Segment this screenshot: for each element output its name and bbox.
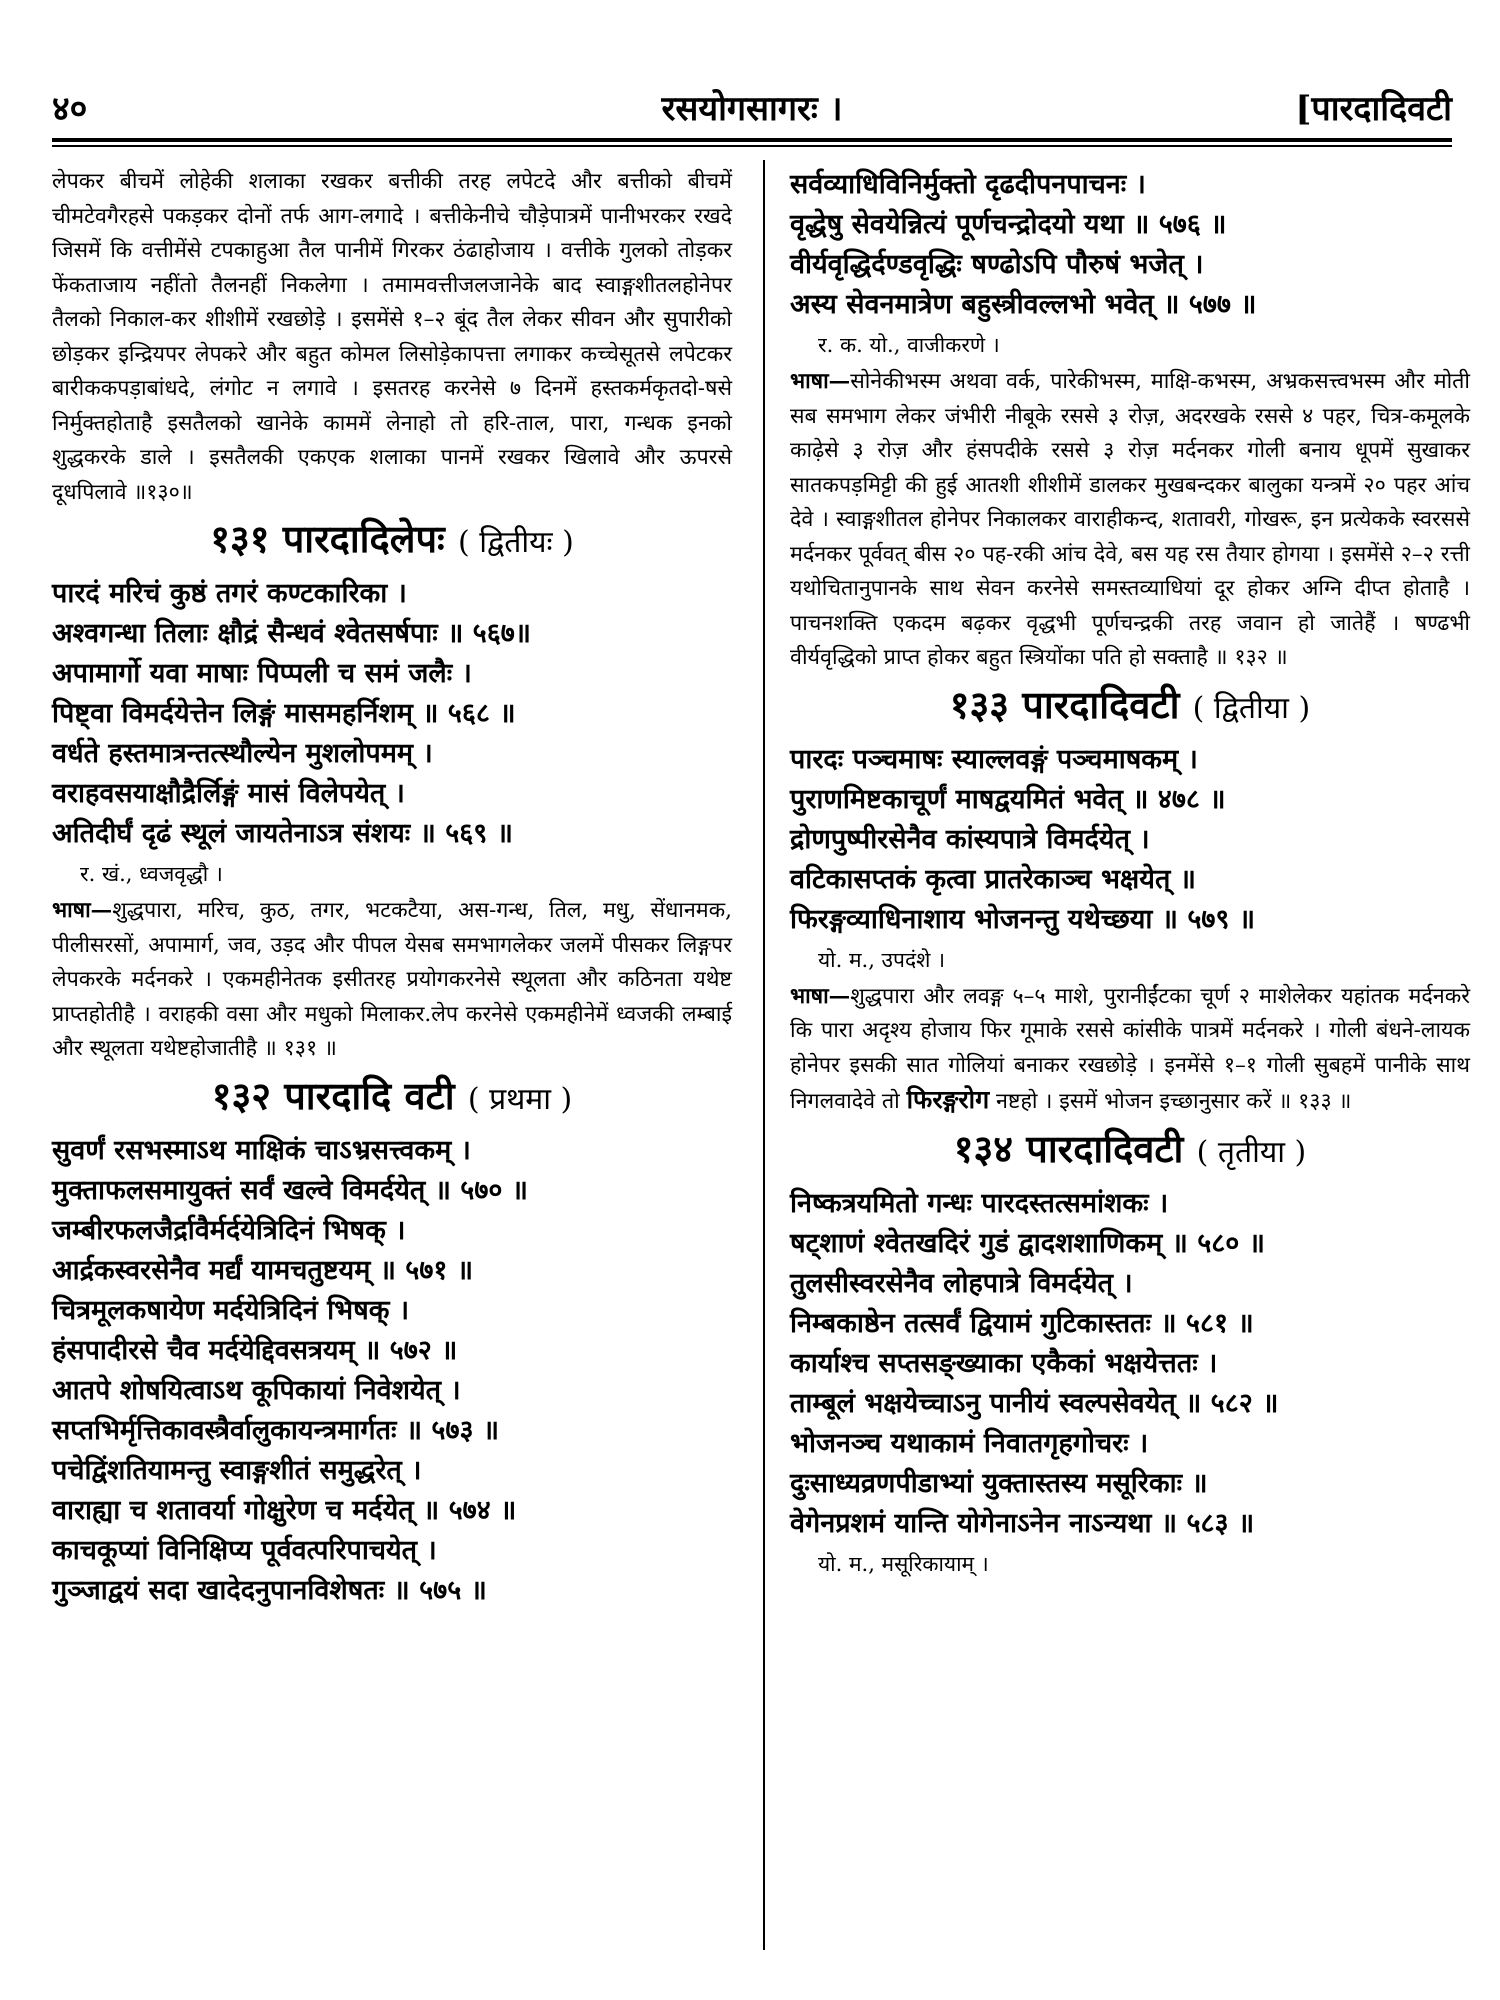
verse-line: काचकूप्यां विनिक्षिप्य पूर्ववत्परिपाचयेत् । (52, 1534, 437, 1566)
verse-line: वृद्धेषु सेवयेन्नित्यं पूर्णचन्द्रोदयो यथा ॥ ५७६ ॥ (790, 209, 1227, 240)
verse-line: षट्शाणं श्वेतखदिरं गुडं द्वादशशाणिकम् ॥ ५८० ॥ (790, 1227, 1265, 1259)
right-column (790, 165, 1470, 1584)
verse-line: अपामार्गो यवा माषाः पिप्पली च समं जलैः । (52, 658, 472, 689)
verse-line: तुलसीस्वरसेनैव लोहपात्रे विमर्दयेत् । (790, 1267, 1133, 1299)
verse-line: पारदं मरिचं कुष्ठं तगरं कण्टकारिका । (52, 578, 407, 609)
source-reference: यो. म., उपदंशे । (818, 947, 946, 972)
heading-title: १३४ पारदादिवटी (953, 1125, 1184, 1171)
page-header (52, 84, 1452, 134)
verse-block-132 (52, 1131, 732, 1611)
bhasha-paragraph-133 (790, 980, 1470, 1120)
bhasha-label: भाषा— (790, 369, 851, 394)
verse-line: वटिकासप्तकं कृत्वा प्रातरेकाञ्च भक्षयेत् ॥ (790, 863, 1196, 895)
heading-subtitle: ( द्वितीयः ) (457, 525, 574, 560)
source-reference: र. क. यो., वाजीकरणे । (818, 333, 1000, 357)
section-heading-133 (790, 680, 1470, 734)
bhasha-label: भाषा— (790, 983, 851, 1009)
verse-line: जम्बीरफलजैर्द्रावैर्मर्दयेत्रिदिनं भिषक् । (52, 1214, 406, 1246)
verse-line: पिष्ट्वा विमर्दयेत्तेन लिङ्गं मासमहर्निशम् ॥ ५६८ ॥ (52, 698, 516, 729)
verse-line: वर्धते हस्तमात्रन्तत्स्थौल्येन मुशलोपमम् । (52, 738, 433, 769)
heading-title: १३३ पारदादिवटी (949, 681, 1180, 727)
verse-line: अश्वगन्धा तिलाः क्षौद्रं सैन्धवं श्वेतसर्षपाः ॥ ५६७॥ (52, 618, 531, 649)
heading-title: १३१ पारदादिलेपः (210, 516, 445, 561)
verse-block-131 (52, 574, 732, 854)
verse-line: आतपे शोषयित्वाऽथ कूपिकायां निवेशयेत् । (52, 1374, 461, 1406)
verse-line: मुक्ताफलसमायुक्तं सर्वं खल्वे विमर्दयेत् ॥ ५७० ॥ (52, 1174, 528, 1206)
heading-subtitle: ( द्वितीया ) (1192, 690, 1311, 726)
column-divider (763, 160, 765, 1950)
verse-line: सर्वव्याधिविनिर्मुक्तो दृढदीपनपाचनः । (790, 169, 1146, 200)
verse-line: पारदः पञ्चमाषः स्याल्लवङ्गं पञ्चमाषकम् । (790, 743, 1198, 775)
verse-block-133 (790, 740, 1470, 940)
bhasha-text: शुद्धपारा, मरिच, कुठ, तगर, भटकटैया, अस-गन्ध, तिल, मधु, सेंधानमक, पीलीसरसों, अपामार्ग, जव, उड़द और पीपल येसब समभागलेकर जलमें पीसकर लिङ्गपर लेपकरके मर्दनकरे । एकमहीनेतक इसीतरह प्रयोगकरनेसे स्थूलता और कठिनता यथेष्ट प्राप्तहोतीहै । वराहकी वसा और मधुको मिलाकर.लेप करनेसे एकमहीनेमें ध्वजकी लम्बाई और स्थूलता यथेष्टहोजातीहै ॥ १३१ ॥ (52, 898, 732, 1061)
verse-line: चित्रमूलकषायेण मर्दयेत्रिदिनं भिषक् । (52, 1294, 410, 1326)
heading-title: १३२ पारदादि वटी (211, 1072, 455, 1118)
verse-line: दुःसाध्यव्रणपीडाभ्यां युक्तास्तस्य मसूरिकाः ॥ (790, 1467, 1208, 1499)
section-heading-131 (52, 514, 732, 568)
verse-block-134 (790, 1184, 1470, 1544)
verse-line: अस्य सेवनमात्रेण बहुस्त्रीवल्लभो भवेत् ॥ ५७७ ॥ (790, 289, 1257, 320)
left-column (52, 165, 732, 1611)
heading-subtitle: ( तृतीया ) (1196, 1134, 1307, 1170)
bhasha-label: भाषा— (52, 898, 113, 923)
bhasha-text: सोनेकीभस्म अथवा वर्क, पारेकीभस्म, माक्षि-कभस्म, अभ्रकसत्त्वभस्म और मोती सब समभाग लेकर जंभीरी नीबूके रससे ३ रोज़, अदरखके रससे ४ पहर, चित्र-कमूलके काढ़ेसे ३ रोज़ और हंसपदीके रससे ३ रोज़ मर्दनकर गोली बनाय धूपमें सुखाकर सातकपड़मिट्टी की हुई आतशी शीशीमें डालकर मुखबन्दकर बालुका यन्त्रमें २० पहर आंच देवे । स्वाङ्गशीतल होनेपर निकालकर वाराहीकन्द, शतावरी, गोखरू, इन प्रत्येकके स्वरससे मर्दनकर पूर्ववत् बीस २० पह-रकी आंच देवे, बस यह रस तैयार होगया । इसमेंसे २–२ रत्ती यथोचितानुपानके साथ सेवन करनेसे समस्तव्याधियां दूर होकर अग्नि दीप्त होताहै । पाचनशक्ति एकदम बढ़कर वृद्धभी पूर्णचन्द्रकी तरह जवान हो जातेहैं । षण्ढभी वीर्यवृद्धिको प्राप्त होकर बहुत स्त्रियोंका पति हो सक्ताहै ॥ १३२ ॥ (790, 369, 1470, 670)
bhasha-paragraph-132 (790, 365, 1470, 676)
verse-line: अतिदीर्घं दृढं स्थूलं जायतेनाऽत्र संशयः ॥ ५६९ ॥ (52, 818, 513, 849)
verse-line: पुराणमिष्टकाचूर्णं माषद्वयमितं भवेत् ॥ ४७८ ॥ (790, 783, 1226, 815)
verse-line: फिरङ्गव्याधिनाशाय भोजनन्तु यथेच्छया ॥ ५७९ ॥ (790, 903, 1256, 935)
verse-line: आर्द्रकस्वरसेनैव मर्द्यं यामचतुष्टयम् ॥ ५७१ ॥ (52, 1254, 474, 1286)
verse-line: सुवर्णं रसभस्माऽथ माक्षिकं चाऽभ्रसत्त्वकम् । (52, 1134, 471, 1166)
verse-line: निम्बकाष्ठेन तत्सर्वं द्वियामं गुटिकास्ततः ॥ ५८१ ॥ (790, 1307, 1254, 1339)
section-heading-132 (52, 1071, 732, 1125)
verse-line: पचेद्विंशतियामन्तु स्वाङ्गशीतं समुद्धरेत् । (52, 1454, 422, 1486)
verse-line: भोजनञ्च यथाकामं निवातगृहगोचरः । (790, 1427, 1149, 1459)
header-rule-thick (52, 138, 1452, 142)
verse-line: द्रोणपुष्पीरसेनैव कांस्यपात्रे विमर्दयेत् । (790, 823, 1150, 855)
verse-line: वराहवसयाक्षौद्रैर्लिङ्गं मासं विलेपयेत् । (52, 778, 405, 809)
header-rule-thin (52, 145, 1452, 147)
intro-paragraph: लेपकर बीचमें लोहेकी शलाका रखकर बत्तीकी तरह लपेटदे और बत्तीको बीचमें चीमटेवगैरहसे पकड़कर दोनों तर्फ आग-लगादे । बत्तीकेनीचे चौड़ेपात्रमें पानीभरकर रखदे जिसमें कि वत्तीमेंसे टपकाहुआ तैल पानीमें गिरकर ठंढाहोजाय । वत्तीके गुलको तोड़कर फेंकताजाय नहींतो तैलनहीं निकलेगा । तमामवत्तीजलजानेके बाद स्वाङ्गशीतलहोनेपर तैलको निकाल-कर शीशीमें रखछोड़े । इसमेंसे १–२ बूंद तैल लेकर सीवन और सुपारीको छोड़कर इन्द्रियपर लेपकरे और बहुत कोमल लिसोड़ेकापत्ता लगाकर कच्चेसूतसे लपेटकर बारीककपड़ाबांधदे, लंगोट न लगावे । इसतरह करनेसे ७ दिनमें हस्तकर्मकृतदो-षसे निर्मुक्तहोताहै इसतैलको खानेके काममें लेनाहो तो हरि-ताल, पारा, गन्धक इनको शुद्धकरके डाले । इसतैलकी एकएक शलाका पानमें रखकर खिलावे और ऊपरसे दूधपिलावे ॥१३०॥ (52, 169, 732, 505)
bhasha-paragraph-131 (52, 894, 732, 1067)
section-title: [पारदादिवटी (1295, 89, 1452, 129)
source-reference: र. खं., ध्वजवृद्धौ । (80, 862, 223, 886)
verse-line: ताम्बूलं भक्षयेच्चाऽनु पानीयं स्वल्पसेवयेत् ॥ ५८२ ॥ (790, 1387, 1279, 1419)
section-heading-134 (790, 1124, 1470, 1178)
verse-line: वेगेनप्रशमं यान्ति योगेनाऽनेन नाऽन्यथा ॥ ५८३ ॥ (790, 1507, 1255, 1539)
verse-line: हंसपादीरसे चैव मर्दयेद्दिवसत्रयम् ॥ ५७२ ॥ (52, 1334, 458, 1366)
verse-line: वीर्यवृद्धिर्दण्डवृद्धिः षण्ढोऽपि पौरुषं भजेत् । (790, 249, 1204, 280)
verse-line: निष्कत्रयमितो गन्धः पारदस्तत्समांशकः । (790, 1187, 1169, 1219)
heading-subtitle: ( प्रथमा ) (467, 1081, 573, 1117)
bhasha-text: नष्टहो । इसमें भोजन इच्छानुसार करें ॥ १३३ ॥ (996, 1089, 1352, 1114)
verse-block-132-cont (790, 165, 1470, 325)
verse-line: वाराह्या च शतावर्या गोक्षुरेण च मर्दयेत् ॥ ५७४ ॥ (52, 1494, 517, 1526)
page-number: ४० (52, 89, 88, 129)
bhasha-highlight: फिरङ्गरोग (906, 1085, 990, 1114)
verse-line: सप्तभिर्मृत्तिकावस्त्रैर्वालुकायन्त्रमार्गतः ॥ ५७३ ॥ (52, 1414, 500, 1446)
verse-line: कार्याश्च सप्तसङ्ख्याका एकैकां भक्षयेत्ततः । (790, 1347, 1218, 1379)
verse-line: गुञ्जाद्वयं सदा खादेदनुपानविशेषतः ॥ ५७५ ॥ (52, 1574, 487, 1606)
source-reference: यो. म., मसूरिकायाम् । (818, 1551, 989, 1576)
bhasha-text: शुद्धपारा और लवङ्ग ५–५ माशे, पुरानीईंटका चूर्ण २ माशेलेकर यहांतक मर्दनकरे कि पारा अदृश्य होजाय फिर गूमाके रससे कांसीके पात्रमें मर्दनकरे । गोली बंधने-लायक होनेपर इसकी सात गोलियां बनाकर रखछोड़े । इनमेंसे १–१ गोली सुबहमें पानीके साथ निगलवादेवे तो (790, 983, 1470, 1114)
book-title: रसयोगसागरः । (661, 89, 843, 129)
